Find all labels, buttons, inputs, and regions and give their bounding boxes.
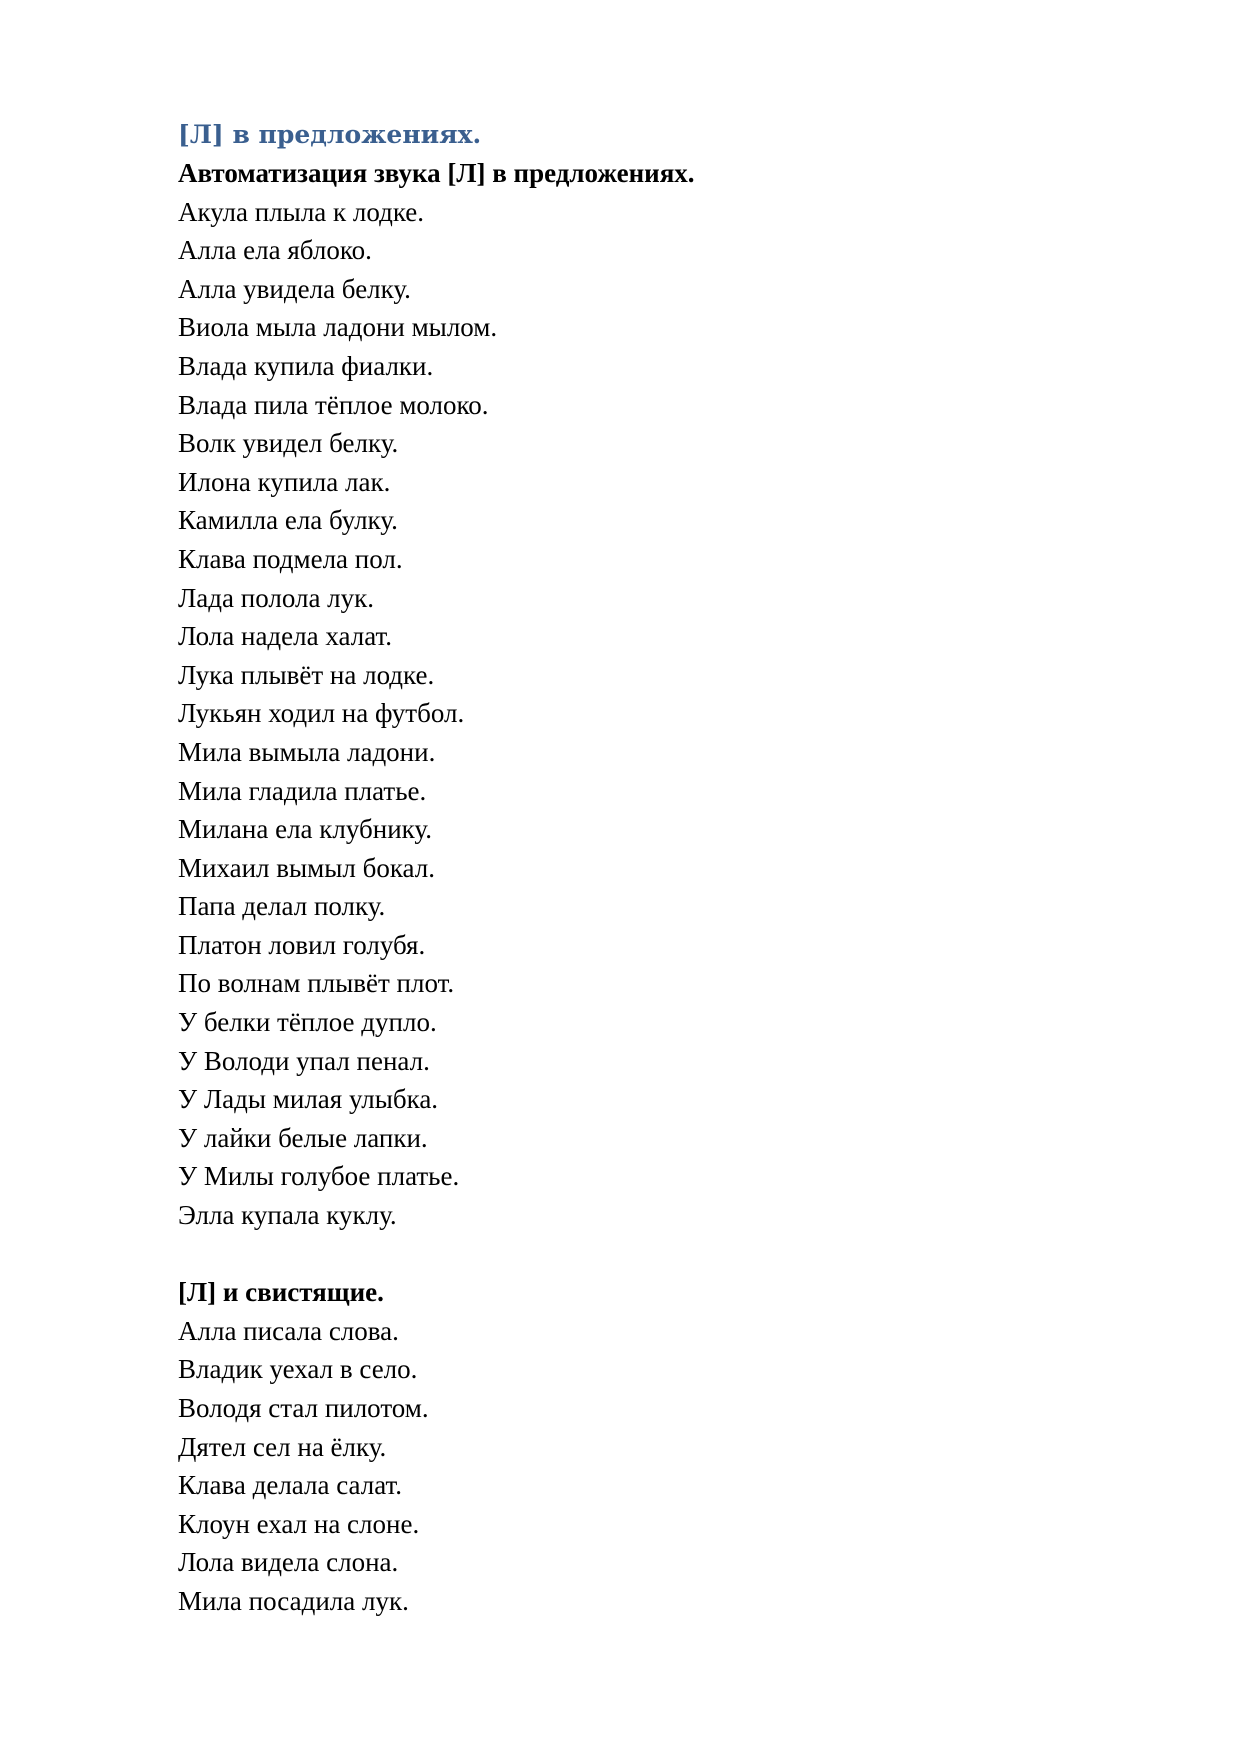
sentence-line: Мила вымыла ладони. [178, 736, 436, 767]
sentence-line: Лола видела слона. [178, 1547, 399, 1578]
sentence-line: Акула плыла к лодке. [178, 196, 425, 227]
sentence-line: Алла увидела белку. [178, 273, 411, 304]
sentence-line: Папа делал полку. [178, 891, 386, 922]
section-subheading: Автоматизация звука [Л] в предложениях. [178, 158, 695, 188]
sentence-line: Лука плывёт на лодке. [178, 659, 435, 690]
sentence-line: Михаил вымыл бокал. [178, 852, 435, 883]
sentence-line: Лола надела халат. [178, 621, 392, 652]
sentence-line: Виола мыла ладони мылом. [178, 312, 498, 343]
sentence-line: Мила гладила платье. [178, 775, 427, 806]
sentence-line: Платон ловил голубя. [178, 929, 426, 960]
paragraph-gap [178, 1235, 1178, 1274]
sentence-line: Алла ела яблоко. [178, 235, 372, 266]
sentence-line: У Милы голубое платье. [178, 1161, 460, 1192]
sentence-line: У Лады милая улыбка. [178, 1084, 439, 1115]
sentence-line: Влада пила тёплое молоко. [178, 389, 489, 420]
sentence-line: Милана ела клубнику. [178, 814, 432, 845]
sentence-line: Владик уехал в село. [178, 1354, 418, 1385]
sentence-list-2 [178, 1312, 1178, 1621]
sentence-line: У белки тёплое дупло. [178, 1007, 437, 1038]
sentence-line: Влада купила фиалки. [178, 350, 434, 381]
sentence-line: Клава подмела пол. [178, 543, 403, 574]
sentence-line: Волк увидел белку. [178, 428, 399, 459]
sentence-line: У лайки белые лапки. [178, 1122, 428, 1153]
sentence-line: Камилла ела булку. [178, 505, 398, 536]
sentence-line: Алла писала слова. [178, 1315, 399, 1346]
document-content [178, 116, 1178, 1621]
sentence-line: Элла купала куклу. [178, 1200, 397, 1231]
sentence-line: Лукьян ходил на футбол. [178, 698, 465, 729]
sentence-line: У Володи упал пенал. [178, 1045, 430, 1076]
sentence-line: Илона купила лак. [178, 466, 391, 497]
sentence-line: Лада полола лук. [178, 582, 375, 613]
sentence-line: Володя стал пилотом. [178, 1393, 429, 1423]
sentence-list-1 [178, 193, 1178, 1235]
sentence-line: Клоун ехал на слоне. [178, 1508, 420, 1539]
sentence-line: Клава делала салат. [178, 1470, 403, 1501]
sentence-line: Мила посадила лук. [178, 1585, 409, 1616]
sentence-line: По волнам плывёт плот. [178, 968, 455, 999]
sentence-line: Дятел сел на ёлку. [178, 1431, 387, 1462]
section-heading: [Л] в предложениях. [178, 120, 482, 149]
section-subheading-2: [Л] и свистящие. [178, 1277, 384, 1308]
